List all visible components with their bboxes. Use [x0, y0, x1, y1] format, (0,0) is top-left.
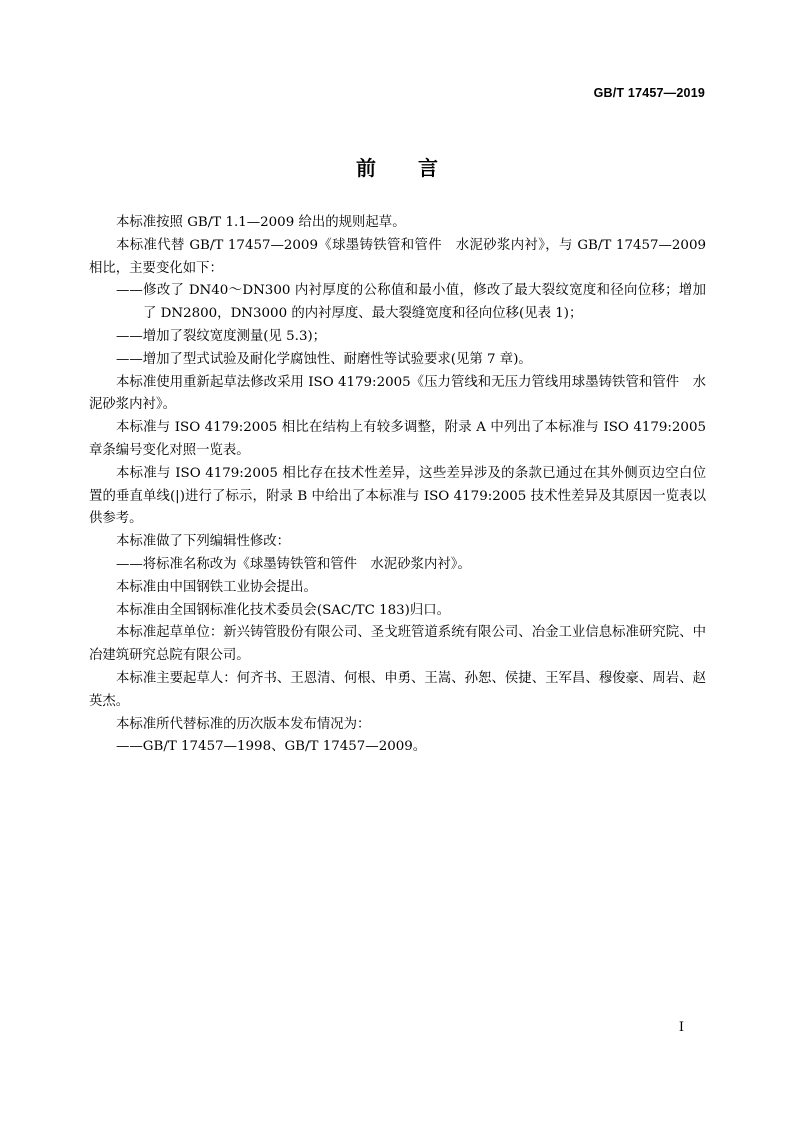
paragraph-iso-adoption: 本标准使用重新起草法修改采用 ISO 4179:2005《压力管线和无压力管线用球墨铸铁管和管件 水泥砂浆内衬》。: [89, 374, 706, 413]
page-title: [0, 152, 794, 181]
standard-code: GB/T 17457—2019: [593, 86, 705, 100]
title-char-2: 言: [418, 156, 438, 180]
paragraph-drafters: 本标准主要起草人：何齐书、王恩清、何根、申勇、王嵩、孙恕、侯捷、王军昌、穆俊豪、周岩、赵英杰。: [89, 670, 706, 709]
change-item-crack-measurement: ——增加了裂纹宽度测量(见 5.3)；: [116, 328, 327, 344]
paragraph-structure-changes: 本标准与 ISO 4179:2005 相比在结构上有较多调整，附录 A 中列出了本标准与 ISO 4179:2005 章条编号变化对照一览表。: [89, 420, 706, 458]
foreword-body: [89, 212, 706, 759]
change-item-type-test: ——增加了型式试验及耐化学腐蚀性、耐磨性等试验要求(见第 7 章)。: [116, 351, 532, 367]
paragraph-editorial-changes: 本标准做了下列编辑性修改：: [116, 534, 291, 550]
title-char-1: 前: [356, 156, 376, 180]
paragraph-managed-by: 本标准由全国钢标准化技术委员会(SAC/TC 183)归口。: [116, 602, 451, 618]
paragraph-replaces: 本标准代替 GB/T 17457—2009《球墨铸铁管和管件 水泥砂浆内衬》，与 GB/T 17457—2009 相比，主要变化如下：: [89, 237, 706, 276]
paragraph-proposed-by: 本标准由中国钢铁工业协会提出。: [116, 579, 317, 595]
history-item-versions: ——GB/T 17457—1998、GB/T 17457—2009。: [116, 739, 427, 755]
paragraph-history: 本标准所代替标准的历次版本发布情况为：: [116, 716, 371, 732]
paragraph-technical-differences: 本标准与 ISO 4179:2005 相比存在技术性差异，这些差异涉及的条款已通过在其外侧页边空白位置的垂直单线(|)进行了标示，附录 B 中给出了本标准与 ISO 4179:2005 技术性差异及其原因一览表以供参考。: [89, 465, 706, 527]
editorial-item-title-change: ——将标准名称改为《球墨铸铁管和管件 水泥砂浆内衬》。: [116, 556, 471, 572]
page-number: I: [678, 1020, 684, 1035]
paragraph-drafting-units: 本标准起草单位：新兴铸管股份有限公司、圣戈班管道系统有限公司、冶金工业信息标准研究院、中冶建筑研究总院有限公司。: [89, 625, 706, 664]
paragraph-drafting-rules: 本标准按照 GB/T 1.1—2009 给出的规则起草。: [116, 215, 406, 230]
change-item-lining-thickness: ——修改了 DN40～DN300 内衬厚度的公称值和最小值，修改了最大裂纹宽度和径向位移；增加了 DN2800，DN3000 的内衬厚度、最大裂缝宽度和径向位移(见表 1)；: [116, 283, 706, 322]
